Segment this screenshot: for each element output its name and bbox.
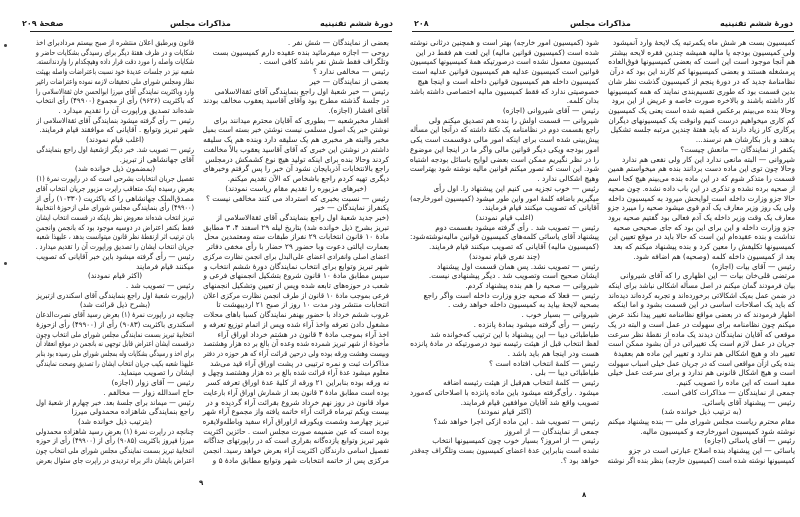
text-line: (۴۹۹۰۰) رأی بنمایندگی مجلس شورای ملی ازحوزهٔ انتخابیهٔ [36,203,194,213]
text-line: جریان انتخاب ایشان را تصدیق وراپورت آن را تقدیم میدارد . [35,242,194,252]
text-line: رئیس — خبر شعبهٔ اول راجع بنمایندگی آقای ثقةالاسلامی [214,86,389,96]
text-line: مخبر والبته هر مخبری هم یک سلیقه دارد وبنده هم یک سلیقه [203,135,389,145]
text-line: چنانچه در راپورت نمرهٔ (۱) بعرض رسید آقای نصرت‌الدعان [35,310,194,320]
text-line: امور بودجه ویکی دیگر قوانین مالی واگر ما در اینجا این موضوع [410,144,599,154]
text-line: رئیس — رأی گرفته میشود باین خبر آقایانی که تصویب [36,251,194,261]
text-line: مشغول دادن تعرفه واخذ آراء شده وپس از اتمام توزیع تعرفه و [203,319,389,329]
text-line: رئیس — رأی گرفته میشود بمادهٔ پانزده . [473,319,599,329]
text-line: خواهد بود ؟. [560,455,599,465]
text-line: اسکندری باکثریت (۹۰۸۳) رأی از (۴۹۹۰۰) رأی ازحوزهٔ [36,319,194,329]
text-line: بنده یکی ازآن مواقعی است که در جریان عمل خیلی اسباب سهولت [608,358,795,368]
text-line: رئیس — میماند برای جلسهٔ بعد. خبر چهارم از شعبهٔ اول [35,397,194,407]
text-line: اظهار فرمودند که در بعضی مواقع نظامنامه تغییر پیدا نکند عرض [608,310,795,320]
text-line: (خبرهای مزبوره را تقدیم مقام ریاست نمودند) [225,183,367,193]
text-line: آقای افشار (اجازه). [328,106,389,116]
text-line: کار داشته باشند و بالاخره صورت خاصه و عریض از این برود [611,96,795,106]
text-line: شود. این است که تصور میکنم قوانین مالیه نوشته شود بهتراست [410,164,599,174]
text-line: فقط بکنفر اعتراض در دوسیه موجود بود که بانجمن وانجمن [36,222,194,232]
text-line: مواد قانون در روز نهم خرداد شروع بقرائت آراء گردیده و در [205,397,389,407]
text-line: وهیچ اشکالی ندارد . [537,174,599,184]
text-line: مذاکرات ثبت و نمره ترتیبی در پشت اوراق آراء قید می‌شد [210,358,389,368]
text-line: قوانین است کمیسیون عدلیه هم کمیسیون قوانین عدلیه است [412,67,599,77]
text-line: افشار مخبرشعبه — بطوری که آقایان محترم میدانند برای [213,115,389,125]
text-line: رئیس — تصویب شد . این ماده ازکی اجرا خواهد شد؟ [433,417,599,427]
text-line: آقای جهانشاهی از تبریز. [119,154,194,164]
text-line: که باید یک اصلاحات اساسی در این قسمت بشود و اما اینکه [613,300,795,310]
text-line: کمیسیونها تکلیفش را معین کرد و بنده پیشنهاد میکنم که بعد [613,242,795,252]
text-line: است و هیچ اشکال قانونی هم ندارد و برای سرعت عمل خیلی [607,368,795,378]
text-line: نظار ومجلس شورای ملی تحقیقات لازمه نموده واعتراضات راغیر [35,76,195,86]
text-line: پیش‌بینی شده است برای اینکه امور مالی دوقسمت است یکی [410,135,599,145]
header-rule [412,31,794,32]
text-line: نشده است بنابراین عدهٔ اعضای کمیسیون بست وتلگراف چه‌قدر [410,446,599,456]
text-line: شیروانی — بسیار خوب . [521,310,599,320]
text-line: تبریز انتخاب شده‌اند معروض نظر باینکه در قسمت انتخاب ایشان [35,212,194,222]
text-line: بعضی از نمایندگان — خیر [309,76,389,86]
text-line: مادهٔ ۱۰ قانون انتخابات ۲۹ نفراز طبقات سته ومعتمدین محل [204,232,389,242]
margin-mark [4,44,7,47]
text-column-right [203,38,389,466]
text-line: کمیسیون بست هر شش ماه یکمرتبه یک لایحهٔ وارد آنمیشود [612,38,795,47]
text-line: رئیس — تصویب شد . رأی گرفته میشود بقسمت دوم [435,222,599,232]
text-line: (راپورت شعبهٔ اول راجع بنمایندگی آقای اسکندری ازتبریز [36,290,195,300]
text-line: رئیس — فعلا که صحیه جزو وزارت داخله است واگر راجع [423,290,599,300]
text-line: (اغلب قیام نمودند) [475,212,534,222]
text-line: (اغلب قیام نمودند) [85,135,145,145]
text-line: کمیسیون معمول نشده است درصورتیکه همهٔ کمیسیونها کمیسیون [410,57,599,67]
text-line: درقسمت ایشان اعتراض قابل توجهی نه بانجمن در موقع انعقاد آن [35,339,194,349]
text-line: نه ورقه بوده بنابراین ۲۱ ورقه از کلیهٔ عدهٔ اوراق تعرفه کسر [206,378,389,388]
text-line: برای اخذ و رسیدگی بشکایات وله بمجلس شورای ملی رسیده بود بنابر [35,349,194,358]
text-line: هست ودر اینجا هم باید باشد . [507,349,599,358]
text-line: بعمارت ایالتی دعوت وبا حضور ۲۹ حضار با رأی مخفی دفاتر [206,242,389,252]
text-line: میکنند قیام فرمایند [136,261,194,271]
text-line: بعضی از نمایندگان — شش نفر . [287,38,389,47]
text-line: رئیس — آقای شیروانی (اجازه) [502,106,599,116]
text-line: رئیس — کلمهٔ انتخاب هم‌قبل از هیئت رئیسه اضافه [443,378,599,388]
text-line: (به ترتیب ذیل خوانده شد) [661,407,742,417]
text-line: اعتراض بایشان دائر براه تردیدی در راپرت جای سئوال بعرض [36,455,194,465]
text-line: معارف یک وقت وزیر داخله یک آدم فعالی بود گفتیم صحیه برود [608,212,795,222]
text-line: از صحیه برده نشده و تذکری در این باب داده نشده. چون صحیه [608,183,795,193]
text-column-left [410,38,599,466]
text-line: شهر تبریز وتوابع برای انتخاب نمایندگان دورهٔ ششم انتخاب و [204,261,389,271]
signature-mark: ۹ [199,479,204,487]
text-line: میرزا فیروز باکثریت (۹۰۸۵) رأی از (۴۹۹۰۰) رأی از حوزه [36,436,194,446]
text-line: ایشان صحیح است وتصویب شد . دیگر پیشنهادی نیست. [428,271,599,281]
text-line: رئیس — خوب تجزیه می کنیم این پیشنهاد را. اول رأی [433,183,599,193]
text-line: شهر تبریز وتوابع یازده‌گانه بقراری است که در راپورتهای جداگانه [203,436,389,446]
text-line: بدهند و باز بکارشان هم نرسند... [695,135,795,145]
text-line: انتخابات منتشر ودر مدت ۱۰ روز از صبح ۲۱ اردیبهشت تا [216,300,389,310]
text-line: موقعی که آقایان نمایندگان دیدند یک ماده از نقطهٔ نظر سرعت [607,329,795,339]
text-line: کم کاری میخواهیم درست کنیم وانوقت یک کمیسیونهای دیگران [608,115,795,125]
text-line: بدین قسمت بود که طوری تقسیم‌بندی نمایند که همه کمیسیونها [607,86,795,96]
text-line: علیهذا شعبه بکیب جریان انتخاب ایشان را تصدیق وصحت نمایندگی [36,358,194,368]
session-title: دورهٔ ششم تقنینیه [320,19,393,28]
text-line: رئیس — رأی گرفته میشود بنمایندگی آقای ثقةالاسلامی از [36,115,195,125]
text-line: راجع بالانتخابات آذربایجان نشود آن خبر را پس گرفتم وخبرهای [203,164,389,174]
text-line: بعرض رسیده اینک متعاقب راپرت مزبور جریان انتخاب آقای [35,183,194,193]
text-line: رئیس — تصویب شد . [125,280,194,290]
text-line: اخذ آراء بموجب مادهٔ ۴ قانون در هشتم خرداد اوراق آراء [217,329,389,339]
text-line: تغییر داد و هیچ اشکالی هم ندارد و تغییر این ماده هم بعقیدهٔ [613,349,795,358]
text-line: جزو وزارت داخله و این برای این بود که جای صحیحی صحیه [613,222,795,232]
text-line: شعب در حوزه‌های تابعه شده وپس از تعیین وتشکیل انجمنهای [203,280,389,290]
text-line: قسمت را متذکر شوم که در این ماده بنده می‌بینم هیچ کجا اسم [607,174,795,184]
text-line: جمعی از نمایندگان — مذاکرات کافی است. [661,387,795,397]
text-line: مأخوذهٔ از شهر تبریز شمرده شده وعده آن بالغ بر ده هزار وهشتصد [203,339,389,349]
text-line: (بشرح ذیل قرائت شد) [79,300,151,310]
text-line: رئیس — پیشنهاد آقای یاسائی. [701,397,795,407]
text-line: (اکثر قیام نمودند) [477,407,532,417]
running-title: مذاکرات مجلس [570,19,631,28]
text-line: یکنفر از نمایندگان — مانعش چیست؟ [680,144,795,154]
text-line: شده است (کمیسیون قوانین مالیه) این لغت هم فقط در این [415,47,599,57]
text-line: معلوم میشود عدهٔ آراء قرائت شده بالغ بر ده هزار وهشتصد وچهل و [202,368,389,378]
text-line: مقام محترم ریاست مجلس شورای ملی — بنده پیشنهاد میکنم [607,417,795,427]
text-line: راجع بنمایندگی شاهزاده محمدولی میرزا [71,407,194,417]
text-line: خصوصیتی ندارد که فقط کمیسیون مالیه اختصاصی داشته باشد [410,86,599,96]
text-line: بیست ویکم تیرماه قرائت آراء خاتمه یافته واز مجموع آراء شهر [202,407,389,417]
text-line: پیشنهاد آقای یاسائی کلمه‌های کمیسیون قوانین مالیه‌نوشته‌شود: [410,232,599,242]
text-line: (بمضمون ذیل خوانده شد) [74,164,156,174]
text-line: بان ترتیب اثر ازنقطهٔ نظر قانون میتوانست بدهد ، علیهذا شعبه [36,232,195,242]
text-line: بوده است مطابق مادهٔ ۳ قانون بعد از شمارش اوراق آراء بارعایت [203,387,389,397]
text-column-right [608,38,795,466]
text-line: مرتضی قلی‌خان بیات — این اظهاری را که آقای شیروانی [620,271,795,281]
text-line: نوشتن خبر یک اصول مسلمی نیست نوشتن خبر بسته است بمیل [202,125,389,135]
text-line: مصدق‌الملک جهانشاهی را که باکثریت (۱۰۳۳۰) رأی از [35,193,194,203]
text-line: مرکزی پس از خاتمه انتخابات شهر وتوابع مطابق مادهٔ ۵ و [212,455,389,465]
text-line: رئیس — آقای یاسائی (اجازه) [704,436,795,446]
text-line: در ضمن عمل به‌یک اشکالاتی برخورده‌اند و تجربه کرده‌اند دیده‌اند [608,290,795,300]
text-column-left [36,38,194,466]
text-line: رئیس — از امروز؟ بسیار خوب چون کمیسیونها انتخاب [432,436,599,446]
text-line: غروب ششم خرداد با حضور بهنفر نمایندگان کسبا باهای محلات [203,310,389,320]
text-line: (کمیسیون مالیه) آقایانی که تصویب میکنند قیام فرمایند. [429,242,599,252]
text-line: (خبر جدید شعبهٔ اول راجع بنمایندگی آقای ثقةالاسلامی از [216,212,389,222]
text-line: رئیس — تصویب نشد. پس همان قسمت اول پیشنهاد [437,261,599,271]
text-line: دیگری تهیه کردم راجع باشخاص که الآن تقدیم میکنم. [227,174,389,184]
text-line: رئیس — تصویب شد. خبر دیگر ازشعبهٔ اول راجع بنمایندگی [36,144,194,154]
text-line: بعد از کمیسیون داخله کلمه (وصحیه) هم اضافه شود. [633,251,795,261]
text-line: نظامنامهٔ جدید که در دورهٔ پنجم از کمیسیون گذشت نظر شان [608,76,795,86]
text-line: در جلسهٔ گذشته مطرح بود وآقای آقاسید یعقوب مخالف بودند [203,96,389,106]
text-line: ولی کمیسیون بودجه یا مالیه همیشه چندین فقره لایحه بیشتر [610,47,795,57]
text-line: سپس مطابق مادهٔ ۱۰ قانون شروع بتشکیل انجمنهای فرعی و [203,271,389,281]
text-line: لفظ انتخاب قبل از هیئت رئیسه نبود درصورتیکه در مادهٔ پانزده [410,339,599,349]
text-line: تفصیل جریان انتخابات بشرحی است که در راپورت نمرهٔ (۱) [36,174,195,184]
text-line: هم آنجا موجود است این است که بعضی کمیسیونها فوق‌العاده [608,57,795,67]
text-line: میشود . رأی‌گرفته میشود باین ماده پانزده با اصلاحاتی که‌مورد [409,387,599,397]
text-line: جمعی از نمایندگان — از امروز [504,426,599,436]
text-line: شود (کمیسیون امور خارجه) بهتر است و همچنین درثانی نوشته [409,38,599,47]
text-line: راجع بقسمت دوم در نظامنامه یک نکتهٔ داشته که درآنجا این مسأله [410,125,599,135]
text-line: تفصیل اسامی دارندگان اکثریت آراء بعرض خواهد رسید. انجمن [203,446,389,456]
text-line: چنانچه در راپرت نمرهٔ (۱) بعرض رسید شاهزاده محمدولی [35,426,194,436]
text-line: کردند وحالا بنده برای اینکه تولید هیچ نوع کشمکش درمجلس [205,154,389,164]
text-line: وحالا چون توی این ماده دست بردانند بنده هم میخواستم همین [607,164,795,174]
text-line: نداشت و بنده عقیده‌ام این است که حالا باید در موقع تعیین این [608,232,795,242]
text-line: شده‌اند تصدیق وراپورت آن را تقدیم میدارد . [58,106,194,116]
page-number: صفحهٔ ۲۰۹ [22,19,64,28]
text-line: انتخابیهٔ تبریز بسمت نمایندگی مجلس شورای ملی انتخاب وچون [36,329,194,339]
text-line: جریان در عمل لازم است یک تغییراتی در آن بشود ممکن است [608,339,795,349]
text-line: میکنم چون نظامنامه برای سهولت در عمل است و البته در یک [607,319,795,329]
text-line: پرمشغله هستند و بعضی کمیسیونها کم کارند این بود که درآن [609,67,795,77]
text-line: وارد وباکثریت نمایندگی آقای میرزا ابوالحسن خان ثقةالاسلامی را [35,86,195,96]
text-line: نوشته شود کمیسیون امورخارجه و کمیسیون مالیه. [640,426,795,436]
text-line: ولی یک روز وزیر معارف یک آدم قوی میشود صحیه را میبرد جزو [607,203,795,213]
text-line: آقایانی که تصویب میکنند قیام فرمایند. [482,203,599,213]
text-line: شیروانی — صحیه را هم بنده پیشنهاد کردم. [465,280,599,290]
text-line: (چند نفری قیام نمودند) [468,251,541,261]
text-line: حاج اسدالله زوار — مخالفم . [103,387,194,397]
text-line: کمیسیون داخله هم کمیسیون قوانین داخله است و اینجا هیچ [417,76,599,86]
text-line: حالا جزو وزارت داخله است لوایحش میرود به کمیسیون داخله [608,193,795,203]
text-line: مفید است که این ماده را تصویب کنیم. [676,378,795,388]
text-line: وحالا بنده می‌بینم برعکس قضیه شده است یعنی یک کمیسیون [608,106,795,116]
text-line: رئیس — مخالفی ندارد ؟ [313,67,389,77]
text-line: را در نظر نگیریم ممکن است بعضی لوایح باسائل بودجه اشتباه [409,154,599,164]
page-number: ۲۰۸ [414,19,429,28]
text-line: شهر تبریز وتوابع . آقایانی که موافقند قیام فرمایند. [39,125,194,135]
text-line: وتلگراف فقط شش نفر باشد کافی است . [259,57,389,67]
text-line: وبیست وهشت ورقه بوده ولی درحین قرائت آراء که هر حوزه در دفتر [203,349,389,358]
text-line: انتخابیهٔ تبریز بسمت نمایندگی مجلس شورای ملی انتخاب چون [35,446,194,456]
text-line: رئیس — کلمهٔ انتخاب افتاده است ؟ [489,358,599,368]
text-line: شکایات و در ظرف هفتهٔ دیگر برای رسیدگی بشکایات حاضر و [35,47,194,57]
text-line: تبریز چهارصد وشصت ویکورقه ازاوراق آراء سفید وباطله‌ولایقره [202,417,389,427]
text-line: شعبه نیز در جلسات عدیدهٔ خود نسبت باعتراضات واصله بهیئت [35,67,195,77]
text-line: تبریز بشرح ذیل خوانده شد) بتاریخ لیله ۲۹ اسفند ۴، ۳ مطابق [203,222,389,232]
text-line: قانون وبرطبق اعلان منتشره از صبح بیستم مردادبرای اخذ [35,38,194,47]
margin-mark [4,262,7,265]
text-line: طباطبائی دیبا — بلی . [530,368,599,378]
text-line: داشتم در نوشتن این خبری که آقای آقاسید یعقوب بالاً مخالفت [203,144,389,154]
text-line: بصحیه لایحهٔ بیاید به کمیسیون داخله خواهد رفت . [447,300,599,310]
header-rule [30,31,392,32]
text-line: اعضای اصلی وانفرادی اعضای علی‌البدل برای انجمن نظارت مرکزی [202,251,389,261]
running-title: مذاکرات مجلس [170,19,231,28]
text-line: رئیس — آقای زوار (اجازه) [111,378,194,388]
text-line: بیان فرمودند گمان میکنم در اصل مسأله اشکالی نباشد برای اینکه [608,280,795,290]
text-line: روحی — اجازه میفرمائید بنده عقیده دارم کمیسیون بست [212,47,389,57]
text-line: (بترتیب ذیل خوانده شد) [78,417,152,427]
text-line: شکایات واصله را مورد دقت قرار داده وهیچکدام را واردندانسته. [36,57,194,67]
session-title: دورهٔ ششم تقنینیه [720,19,793,28]
text-line: یاسائی — این پیشنهاد بنده اصلاح عبارتی است در جزو [628,446,795,456]
text-line: شیروانی — البته مانعی ندارد این کار ولی نفعی هم ندارد [621,154,795,164]
text-line: بدان کلمه. [566,96,599,106]
text-line: پرکاری کار زیاد دارند که باید هفتهٔ چندین مرتبه جلسه تشکیل [610,125,795,135]
text-line: رئیس — آقای بیات (اجازه) [711,261,795,271]
text-line: کمیسیونها نوشته شده است (کمیسیون خارجه) بنظر بنده اگر نوشته [607,455,795,465]
signature-mark: ۸ [582,491,587,499]
text-line: رئیس — نسبت بخبری که استرداد می کنند مخالفی نیست ؟ [205,193,389,203]
text-line: بوده است که عین ضمیمه صورت مجلس است . حائزین اکثریت [203,426,389,436]
right-page [400,0,800,517]
text-line: ایشان را تصویب مینماید. [118,368,194,378]
text-line: که باکثریت (۹۶۲۶) رأی از مجموع (۴۹۹۰۰) رأی انتخاب [35,96,194,106]
text-line: شیروانی — قسمت اولش را بنده هم تصدیق میکنم ولی [428,115,599,125]
text-line: طباطبائی دیبا — این پیشنهاد با این ترتیب که‌خوانده شد [430,329,599,339]
text-line: یکنفراز نمایندگان — خیر [313,203,389,213]
text-line: فرعی بموجب مادهٔ ۱۰ قانون از طرف انجمن نظارت مرکزی اعلان [203,290,389,300]
text-line: تصویب واقع شد آقایان موافقین قیام فرمایند. [460,397,599,407]
text-line: (اکثر قیام نمودند) [87,271,143,281]
text-line: میگیریم باضافه کلمهٔ امور واین طور میشود (کمیسیون امورخارجه) [410,193,599,203]
